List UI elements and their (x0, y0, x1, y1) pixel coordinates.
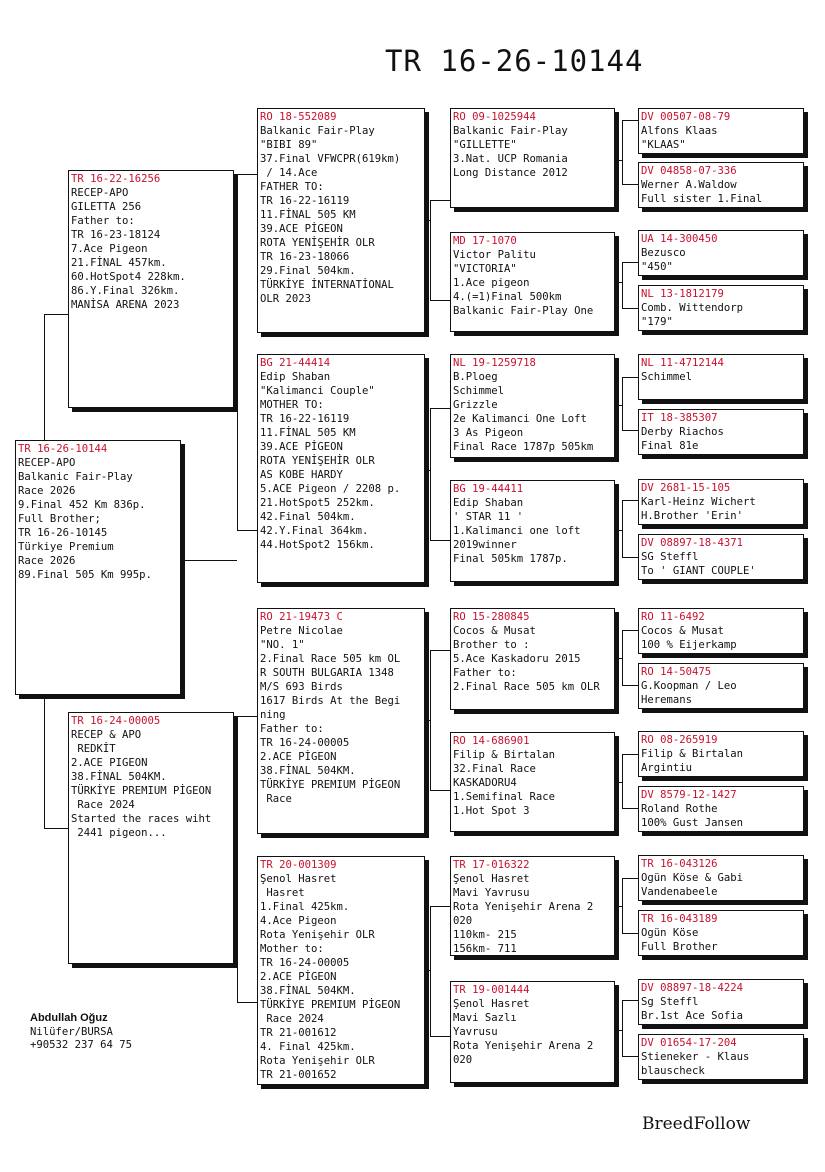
pedigree-line: Comb. Wittendorp (641, 302, 744, 314)
ring-number: DV 08897-18-4371 (641, 537, 744, 549)
ring-number: RO 09-1025944 (453, 111, 536, 123)
connector-line (425, 220, 430, 221)
ring-number: RO 15-280845 (453, 611, 530, 623)
pedigree-line: Father to: (453, 667, 517, 679)
pedigree-line: 44.HotSpot2 156km. (260, 539, 375, 551)
pedigree-line: TR 16-24-00005 (260, 737, 350, 749)
connector-line (430, 906, 431, 1036)
pedigree-line: 2019winner (453, 539, 517, 551)
owner-info (30, 1012, 132, 1053)
connector-line (237, 716, 238, 1002)
ring-number: TR 16-26-10144 (18, 443, 108, 455)
pedigree-line: 42.Y.Final 364km. (260, 525, 369, 537)
pedigree-box (638, 786, 804, 832)
connector-line (425, 470, 430, 471)
owner-location: Nilüfer/BURSA (30, 1025, 113, 1038)
pedigree-line: ' STAR 11 ' (453, 511, 524, 523)
pedigree-line: Rota Yenişehir Arena 2 (453, 901, 594, 913)
pedigree-box (638, 354, 804, 400)
pedigree-line: 2.ACE PIGEON (71, 757, 148, 769)
connector-line (430, 200, 450, 201)
pedigree-line: Ogün Köse (641, 927, 699, 939)
pedigree-box (638, 162, 804, 208)
pedigree-line: "GILLETTE" (453, 139, 517, 151)
pedigree-line: Balkanic Fair-Play (18, 471, 133, 483)
connector-line (237, 174, 257, 175)
pedigree-line: 86.Y.Final 326km. (71, 285, 180, 297)
pedigree-line: "NO. 1" (260, 639, 305, 651)
connector-line (430, 1036, 450, 1037)
pedigree-line: Roland Rothe (641, 803, 718, 815)
connector-line (622, 754, 638, 755)
ring-number: DV 8579-12-1427 (641, 789, 737, 801)
pedigree-line: R SOUTH BULGARIA 1348 (260, 667, 394, 679)
connector-line (430, 650, 450, 651)
pedigree-box (638, 534, 804, 580)
ring-number: DV 08897-18-4224 (641, 982, 744, 994)
pedigree-line: 89.Final 505 Km 995p. (18, 569, 152, 581)
pedigree-line: Br.1st Ace Sofia (641, 1010, 744, 1022)
connector-line (622, 630, 638, 631)
pedigree-line: H.Brother 'Erin' (641, 510, 744, 522)
pedigree-line: 100 % Eijerkamp (641, 639, 737, 651)
connector-line (425, 970, 430, 971)
pedigree-line: 4. Final 425km. (260, 1041, 356, 1053)
pedigree-line: 38.FİNAL 504KM. (71, 771, 167, 783)
pedigree-line: Final 81e (641, 440, 699, 452)
ring-number: DV 00507-08-79 (641, 111, 731, 123)
ring-number: TR 19-001444 (453, 984, 530, 996)
owner-phone: +90532 237 64 75 (30, 1039, 133, 1051)
pedigree-line: Started the races wiht (71, 813, 212, 825)
pedigree-line: 38.FİNAL 504KM. (260, 985, 356, 997)
pedigree-line: "450" (641, 261, 673, 273)
connector-line (622, 308, 638, 309)
ring-number: RO 18-552089 (260, 111, 337, 123)
connector-line (622, 808, 638, 809)
pedigree-line: 020 (453, 1054, 473, 1066)
ring-number: RO 11-6492 (641, 611, 705, 623)
pedigree-line: Race 2024 (260, 1013, 324, 1025)
pedigree-line: Race 2024 (71, 799, 135, 811)
pedigree-box (450, 480, 615, 582)
pedigree-line: 4.(=1)Final 500km (453, 291, 562, 303)
pedigree-line: TR 16-22-16119 (260, 195, 350, 207)
pedigree-box (638, 731, 804, 777)
pedigree-line: 1.Semifinal Race (453, 791, 556, 803)
connector-line (615, 658, 622, 659)
pedigree-line: "VICTORIA" (453, 263, 517, 275)
pedigree-line: Petre Nicolae (260, 625, 343, 637)
connector-line (615, 405, 622, 406)
pedigree-line: TÜRKİYE PREMIUM PİGEON (260, 779, 401, 791)
connector-line (622, 754, 623, 808)
pedigree-line: "KLAAS" (641, 139, 686, 151)
pedigree-line: TR 16-24-00005 (260, 957, 350, 969)
connector-line (622, 184, 638, 185)
ring-number: RO 08-265919 (641, 734, 718, 746)
pedigree-line: Father to: (260, 723, 324, 735)
pedigree-line: Cocos & Musat (641, 625, 724, 637)
connector-line (622, 262, 623, 308)
pedigree-line: 2.Final Race 505 km OL (260, 653, 401, 665)
connector-line (622, 500, 623, 557)
pedigree-box (68, 170, 234, 408)
pedigree-line: 2.Final Race 505 km OLR (453, 681, 600, 693)
ring-number: BG 19-44411 (453, 483, 524, 495)
pedigree-line: Full sister 1.Final (641, 193, 763, 205)
pedigree-line: Şenol Hasret (453, 998, 530, 1010)
connector-line (430, 906, 450, 907)
connector-line (615, 282, 622, 283)
connector-line (622, 377, 623, 430)
pedigree-line: KASKADORU4 (453, 777, 517, 789)
connector-line (234, 838, 237, 839)
ring-number: NL 11-4712144 (641, 357, 724, 369)
pedigree-box (638, 285, 804, 331)
owner-name: Abdullah Oğuz (30, 1012, 108, 1024)
connector-line (622, 120, 638, 121)
pedigree-line: 37.Final VFWCPR(619km) (260, 153, 401, 165)
pedigree-line: 5.ACE Pigeon / 2208 p. (260, 483, 401, 495)
pedigree-box (257, 108, 425, 333)
pedigree-line: RECEP & APO (71, 729, 142, 741)
connector-line (622, 878, 623, 933)
pedigree-line: ning (260, 709, 286, 721)
connector-line (622, 557, 638, 558)
pedigree-line: Filip & Birtalan (453, 749, 556, 761)
pedigree-line: Şenol Hasret (453, 873, 530, 885)
pedigree-box (450, 732, 615, 832)
connector-line (425, 720, 430, 721)
pedigree-box (638, 409, 804, 455)
pedigree-line: Full Brother (641, 941, 718, 953)
connector-line (622, 377, 638, 378)
connector-line (237, 530, 257, 531)
connector-line (237, 1002, 257, 1003)
ring-number: IT 18-385307 (641, 412, 718, 424)
ring-number: BG 21-44414 (260, 357, 331, 369)
connector-line (622, 878, 638, 879)
pedigree-line: 156km- 711 (453, 943, 517, 955)
pedigree-line: Schimmel (641, 371, 693, 383)
pedigree-line: Long Distance 2012 (453, 167, 568, 179)
pedigree-box (450, 232, 615, 332)
pedigree-line: Final 505km 1787p. (453, 553, 568, 565)
pedigree-box (450, 856, 615, 956)
connector-line (430, 790, 450, 791)
pedigree-line: Türkiye Premium (18, 541, 114, 553)
pedigree-line: Schimmel (453, 385, 505, 397)
connector-line (622, 1000, 623, 1056)
pedigree-line: Ogün Köse & Gabi (641, 872, 744, 884)
pedigree-line: ROTA YENİŞEHİR OLR (260, 455, 375, 467)
connector-line (44, 828, 68, 829)
ring-number: RO 14-686901 (453, 735, 530, 747)
pedigree-line: 39.ACE PİGEON (260, 223, 343, 235)
pedigree-line: Werner A.Waldow (641, 179, 737, 191)
pedigree-line: TR 21-001612 (260, 1027, 337, 1039)
ring-number: TR 16-22-16256 (71, 173, 161, 185)
pedigree-line: MOTHER TO: (260, 399, 324, 411)
pedigree-line: RECEP-APO (18, 457, 76, 469)
pedigree-line: 4.Ace Pigeon (260, 915, 337, 927)
connector-line (615, 530, 622, 531)
pedigree-box (638, 608, 804, 654)
pedigree-line: FATHER TO: (260, 181, 324, 193)
pedigree-line: Cocos & Musat (453, 625, 536, 637)
ring-number: TR 17-016322 (453, 859, 530, 871)
connector-line (622, 685, 638, 686)
pedigree-line: TR 16-23-18066 (260, 251, 350, 263)
pedigree-line: TÜRKİYE PREMIUM PİGEON (260, 999, 401, 1011)
pedigree-line: TÜRKİYE PREMIUM PİGEON (71, 785, 212, 797)
pedigree-line: 2e Kalimanci One Loft (453, 413, 587, 425)
pedigree-line: Race 2026 (18, 485, 76, 497)
pedigree-box (450, 354, 615, 458)
pedigree-line: 5.Ace Kaskadoru 2015 (453, 653, 581, 665)
connector-line (430, 408, 431, 540)
pedigree-line: Mother to: (260, 943, 324, 955)
pedigree-line: TR 21-001652 (260, 1069, 337, 1081)
connector-line (622, 1000, 638, 1001)
pedigree-line: 2.ACE PİGEON (260, 971, 337, 983)
pedigree-line: Karl-Heinz Wichert (641, 496, 756, 508)
pedigree-line: 29.Final 504km. (260, 265, 356, 277)
pedigree-box (638, 479, 804, 525)
pedigree-box (68, 712, 234, 964)
connector-line (622, 120, 623, 184)
connector-line (622, 630, 623, 685)
connector-line (430, 540, 450, 541)
pedigree-line: 2441 pigeon... (71, 827, 167, 839)
pedigree-box (638, 663, 804, 709)
ring-number: DV 04858-07-336 (641, 165, 737, 177)
pedigree-line: 020 (453, 915, 473, 927)
pedigree-line: Rota Yenişehir OLR (260, 929, 375, 941)
pedigree-line: Brother to : (453, 639, 530, 651)
pedigree-line: blauscheck (641, 1065, 705, 1077)
pedigree-line: GILETTA 256 (71, 201, 142, 213)
pedigree-line: Father to: (71, 215, 135, 227)
connector-line (237, 174, 238, 530)
pedigree-line: / 14.Ace (260, 167, 318, 179)
connector-line (622, 500, 638, 501)
pedigree-line: TR 16-23-18124 (71, 229, 161, 241)
pedigree-line: Argintiu (641, 762, 693, 774)
pedigree-line: REDKİT (71, 743, 116, 755)
pedigree-line: TR 16-22-16119 (260, 413, 350, 425)
pedigree-line: 38.FİNAL 504KM. (260, 765, 356, 777)
connector-line (430, 650, 431, 790)
pedigree-line: Sg Steffl (641, 996, 699, 1008)
pedigree-line: AS KOBE HARDY (260, 469, 343, 481)
pedigree-box (638, 910, 804, 956)
ring-number: TR 20-001309 (260, 859, 337, 871)
pedigree-line: Grizzle (453, 399, 498, 411)
pedigree-line: SG Steffl (641, 551, 699, 563)
pedigree-box (15, 440, 181, 695)
pedigree-line: Rota Yenişehir OLR (260, 1055, 375, 1067)
pedigree-box (257, 608, 425, 834)
pedigree-line: 21.FİNAL 457km. (71, 257, 167, 269)
pedigree-line: Bezusco (641, 247, 686, 259)
pedigree-line: Victor Palitu (453, 249, 536, 261)
pedigree-box (450, 608, 615, 710)
connector-line (622, 1056, 638, 1057)
ring-number: DV 2681-15-105 (641, 482, 731, 494)
pedigree-line: Heremans (641, 694, 693, 706)
pedigree-box (638, 230, 804, 276)
pedigree-line: 100% Gust Jansen (641, 817, 744, 829)
ring-number: NL 19-1259718 (453, 357, 536, 369)
pedigree-line: 3 As Pigeon (453, 427, 524, 439)
pedigree-line: B.Ploeg (453, 371, 498, 383)
connector-line (615, 906, 622, 907)
pedigree-line: G.Koopman / Leo (641, 680, 737, 692)
connector-line (615, 160, 622, 161)
pedigree-line: 39.ACE PİGEON (260, 441, 343, 453)
pedigree-box (638, 855, 804, 901)
pedigree-box (450, 108, 615, 208)
pedigree-line: Race 2026 (18, 555, 76, 567)
pedigree-line: 1617 Birds At the Begi (260, 695, 401, 707)
pedigree-line: "Kalimanci Couple" (260, 385, 375, 397)
pedigree-line: 1.Final 425km. (260, 901, 350, 913)
pedigree-line: Balkanic Fair-Play One (453, 305, 594, 317)
pedigree-line: 3.Nat. UCP Romania (453, 153, 568, 165)
connector-line (430, 300, 450, 301)
pedigree-box (257, 354, 425, 583)
pedigree-line: Yavrusu (453, 1026, 498, 1038)
pedigree-box (638, 1034, 804, 1080)
pedigree-line: Şenol Hasret (260, 873, 337, 885)
connector-line (181, 560, 237, 561)
pedigree-line: Balkanic Fair-Play (260, 125, 375, 137)
pedigree-line: Edip Shaban (453, 497, 524, 509)
connector-line (622, 933, 638, 934)
pedigree-line: 42.Final 504km. (260, 511, 356, 523)
connector-line (234, 290, 237, 291)
pedigree-line: 60.HotSpot4 228km. (71, 271, 186, 283)
pedigree-line: Vandenabeele (641, 886, 718, 898)
pedigree-line: Derby Riachos (641, 426, 724, 438)
pedigree-line: Balkanic Fair-Play (453, 125, 568, 137)
pedigree-line: 7.Ace Pigeon (71, 243, 148, 255)
pedigree-line: "179" (641, 316, 673, 328)
pedigree-line: Hasret (260, 887, 305, 899)
ring-number: MD 17-1070 (453, 235, 517, 247)
pedigree-line: 2.ACE PİGEON (260, 751, 337, 763)
pedigree-line: "BIBI 89" (260, 139, 318, 151)
connector-line (615, 782, 622, 783)
pedigree-line: Race (260, 793, 292, 805)
ring-number: TR 16-043126 (641, 858, 718, 870)
pedigree-box (450, 981, 615, 1083)
ring-number: TR 16-043189 (641, 913, 718, 925)
connector-line (44, 314, 68, 315)
pedigree-line: Mavi Sazlı (453, 1012, 517, 1024)
pedigree-line: Edip Shaban (260, 371, 331, 383)
pedigree-line: TÜRKİYE İNTERNATİONAL (260, 279, 394, 291)
brand-logo: BreedFollow (642, 1114, 751, 1134)
ring-number: NL 13-1812179 (641, 288, 724, 300)
ring-number: TR 16-24-00005 (71, 715, 161, 727)
pedigree-line: Alfons Klaas (641, 125, 718, 137)
connector-line (622, 430, 638, 431)
pedigree-line: MANİSA ARENA 2023 (71, 299, 180, 311)
pedigree-box (638, 979, 804, 1025)
pedigree-line: TR 16-26-10145 (18, 527, 108, 539)
ring-number: DV 01654-17-204 (641, 1037, 737, 1049)
pedigree-line: ROTA YENİŞEHİR OLR (260, 237, 375, 249)
pedigree-line: 1.Kalimanci one loft (453, 525, 581, 537)
pedigree-line: Stieneker - Klaus (641, 1051, 750, 1063)
pedigree-line: Final Race 1787p 505km (453, 441, 594, 453)
pedigree-line: 21.HotSpot5 252km. (260, 497, 375, 509)
pedigree-line: 110km- 215 (453, 929, 517, 941)
pedigree-line: Filip & Birtalan (641, 748, 744, 760)
ring-number: RO 21-19473 C (260, 611, 343, 623)
pedigree-line: Full Brother; (18, 513, 101, 525)
pedigree-line: Rota Yenişehir Arena 2 (453, 1040, 594, 1052)
pedigree-line: To ' GIANT COUPLE' (641, 565, 756, 577)
ring-number: RO 14-50475 (641, 666, 712, 678)
connector-line (430, 408, 450, 409)
connector-line (622, 262, 638, 263)
pedigree-box (638, 108, 804, 154)
connector-line (430, 200, 431, 300)
connector-line (237, 716, 257, 717)
pedigree-title: TR 16-26-10144 (385, 44, 644, 78)
pedigree-line: 11.FİNAL 505 KM (260, 209, 356, 221)
pedigree-line: 11.FİNAL 505 KM (260, 427, 356, 439)
connector-line (615, 1030, 622, 1031)
pedigree-line: OLR 2023 (260, 293, 312, 305)
pedigree-line: 32.Final Race (453, 763, 536, 775)
pedigree-line: 1.Hot Spot 3 (453, 805, 530, 817)
pedigree-line: 1.Ace pigeon (453, 277, 530, 289)
pedigree-line: RECEP-APO (71, 187, 129, 199)
pedigree-line: Mavi Yavrusu (453, 887, 530, 899)
pedigree-line: 9.Final 452 Km 836p. (18, 499, 146, 511)
pedigree-line: M/S 693 Birds (260, 681, 343, 693)
pedigree-box (257, 856, 425, 1085)
ring-number: UA 14-300450 (641, 233, 718, 245)
